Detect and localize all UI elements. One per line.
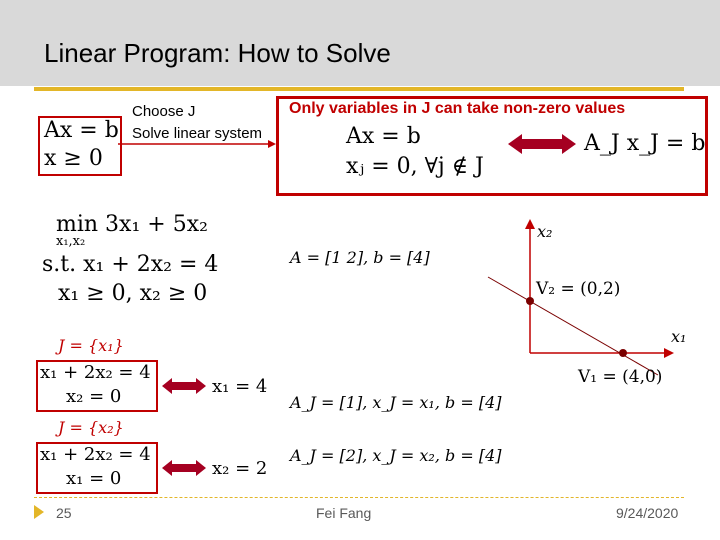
lp-nonnegativity: x ≥ 0 xyxy=(44,146,103,171)
footer-rule xyxy=(34,497,684,498)
case2-double-arrow-icon xyxy=(162,458,206,478)
case2-set: J = {x₂} xyxy=(58,418,124,437)
system-zero-vars: xⱼ = 0, ∀j ∉ J xyxy=(346,154,484,179)
solve-linear-system-label: Solve linear system xyxy=(132,125,263,142)
choose-arrow xyxy=(118,138,278,150)
footer-author: Fei Fang xyxy=(316,505,372,521)
case1-eq1: x₁ + 2x₂ = 4 xyxy=(40,362,151,383)
case2-eq2: x₁ = 0 xyxy=(66,468,122,489)
nonnegativity: x₁ ≥ 0, x₂ ≥ 0 xyxy=(58,281,208,306)
objective-subscript: x₁,x₂ xyxy=(56,234,86,249)
choose-j-label: Choose J xyxy=(132,103,196,120)
matrix-definition: A = [1 2], b = [4] xyxy=(290,248,430,267)
footer-bullet-icon xyxy=(34,505,44,519)
case1-double-arrow-icon xyxy=(162,376,206,396)
footer-date: 9/24/2020 xyxy=(616,505,679,521)
case2-eq1: x₁ + 2x₂ = 4 xyxy=(40,444,151,465)
y-axis-arrowhead xyxy=(525,219,535,229)
constraint: s.t. x₁ + 2x₂ = 4 xyxy=(42,252,219,277)
nonzero-note: Only variables in J can take non-zero values xyxy=(289,100,626,117)
feasible-region-graph xyxy=(480,215,695,390)
objective: min 3x₁ + 5x₂ xyxy=(56,212,208,237)
lp-equality: Ax = b xyxy=(44,118,119,143)
case2-double-arrow-shape xyxy=(162,460,206,476)
x-axis-label: x₁ xyxy=(671,327,687,346)
vertex-v2 xyxy=(526,297,534,305)
x-axis-arrowhead xyxy=(664,348,674,358)
vertex-v1 xyxy=(619,349,627,357)
reduced-system: A_J x_J = b xyxy=(584,131,706,156)
double-arrow-icon xyxy=(508,132,576,156)
system-equality: Ax = b xyxy=(346,124,421,149)
choose-arrow-head xyxy=(268,140,276,148)
slide-title: Linear Program: How to Solve xyxy=(44,38,391,68)
case1-result: x₁ = 4 xyxy=(212,376,268,397)
case2-result: x₂ = 2 xyxy=(212,458,268,479)
case1-eq2: x₂ = 0 xyxy=(66,386,122,407)
v2-label: V₂ = (0,2) xyxy=(536,279,621,299)
case1-reduced: A_J = [1], x_J = x₁, b = [4] xyxy=(290,393,502,412)
case1-double-arrow-shape xyxy=(162,378,206,394)
double-arrow-shape xyxy=(508,134,576,154)
title-rule xyxy=(34,87,684,91)
footer-bullet-shape xyxy=(34,505,44,519)
y-axis-label: x₂ xyxy=(537,222,553,241)
case1-set: J = {x₁} xyxy=(58,336,124,355)
case2-reduced: A_J = [2], x_J = x₂, b = [4] xyxy=(290,446,502,465)
page-number: 25 xyxy=(56,505,72,521)
v1-label: V₁ = (4,0) xyxy=(578,367,663,387)
